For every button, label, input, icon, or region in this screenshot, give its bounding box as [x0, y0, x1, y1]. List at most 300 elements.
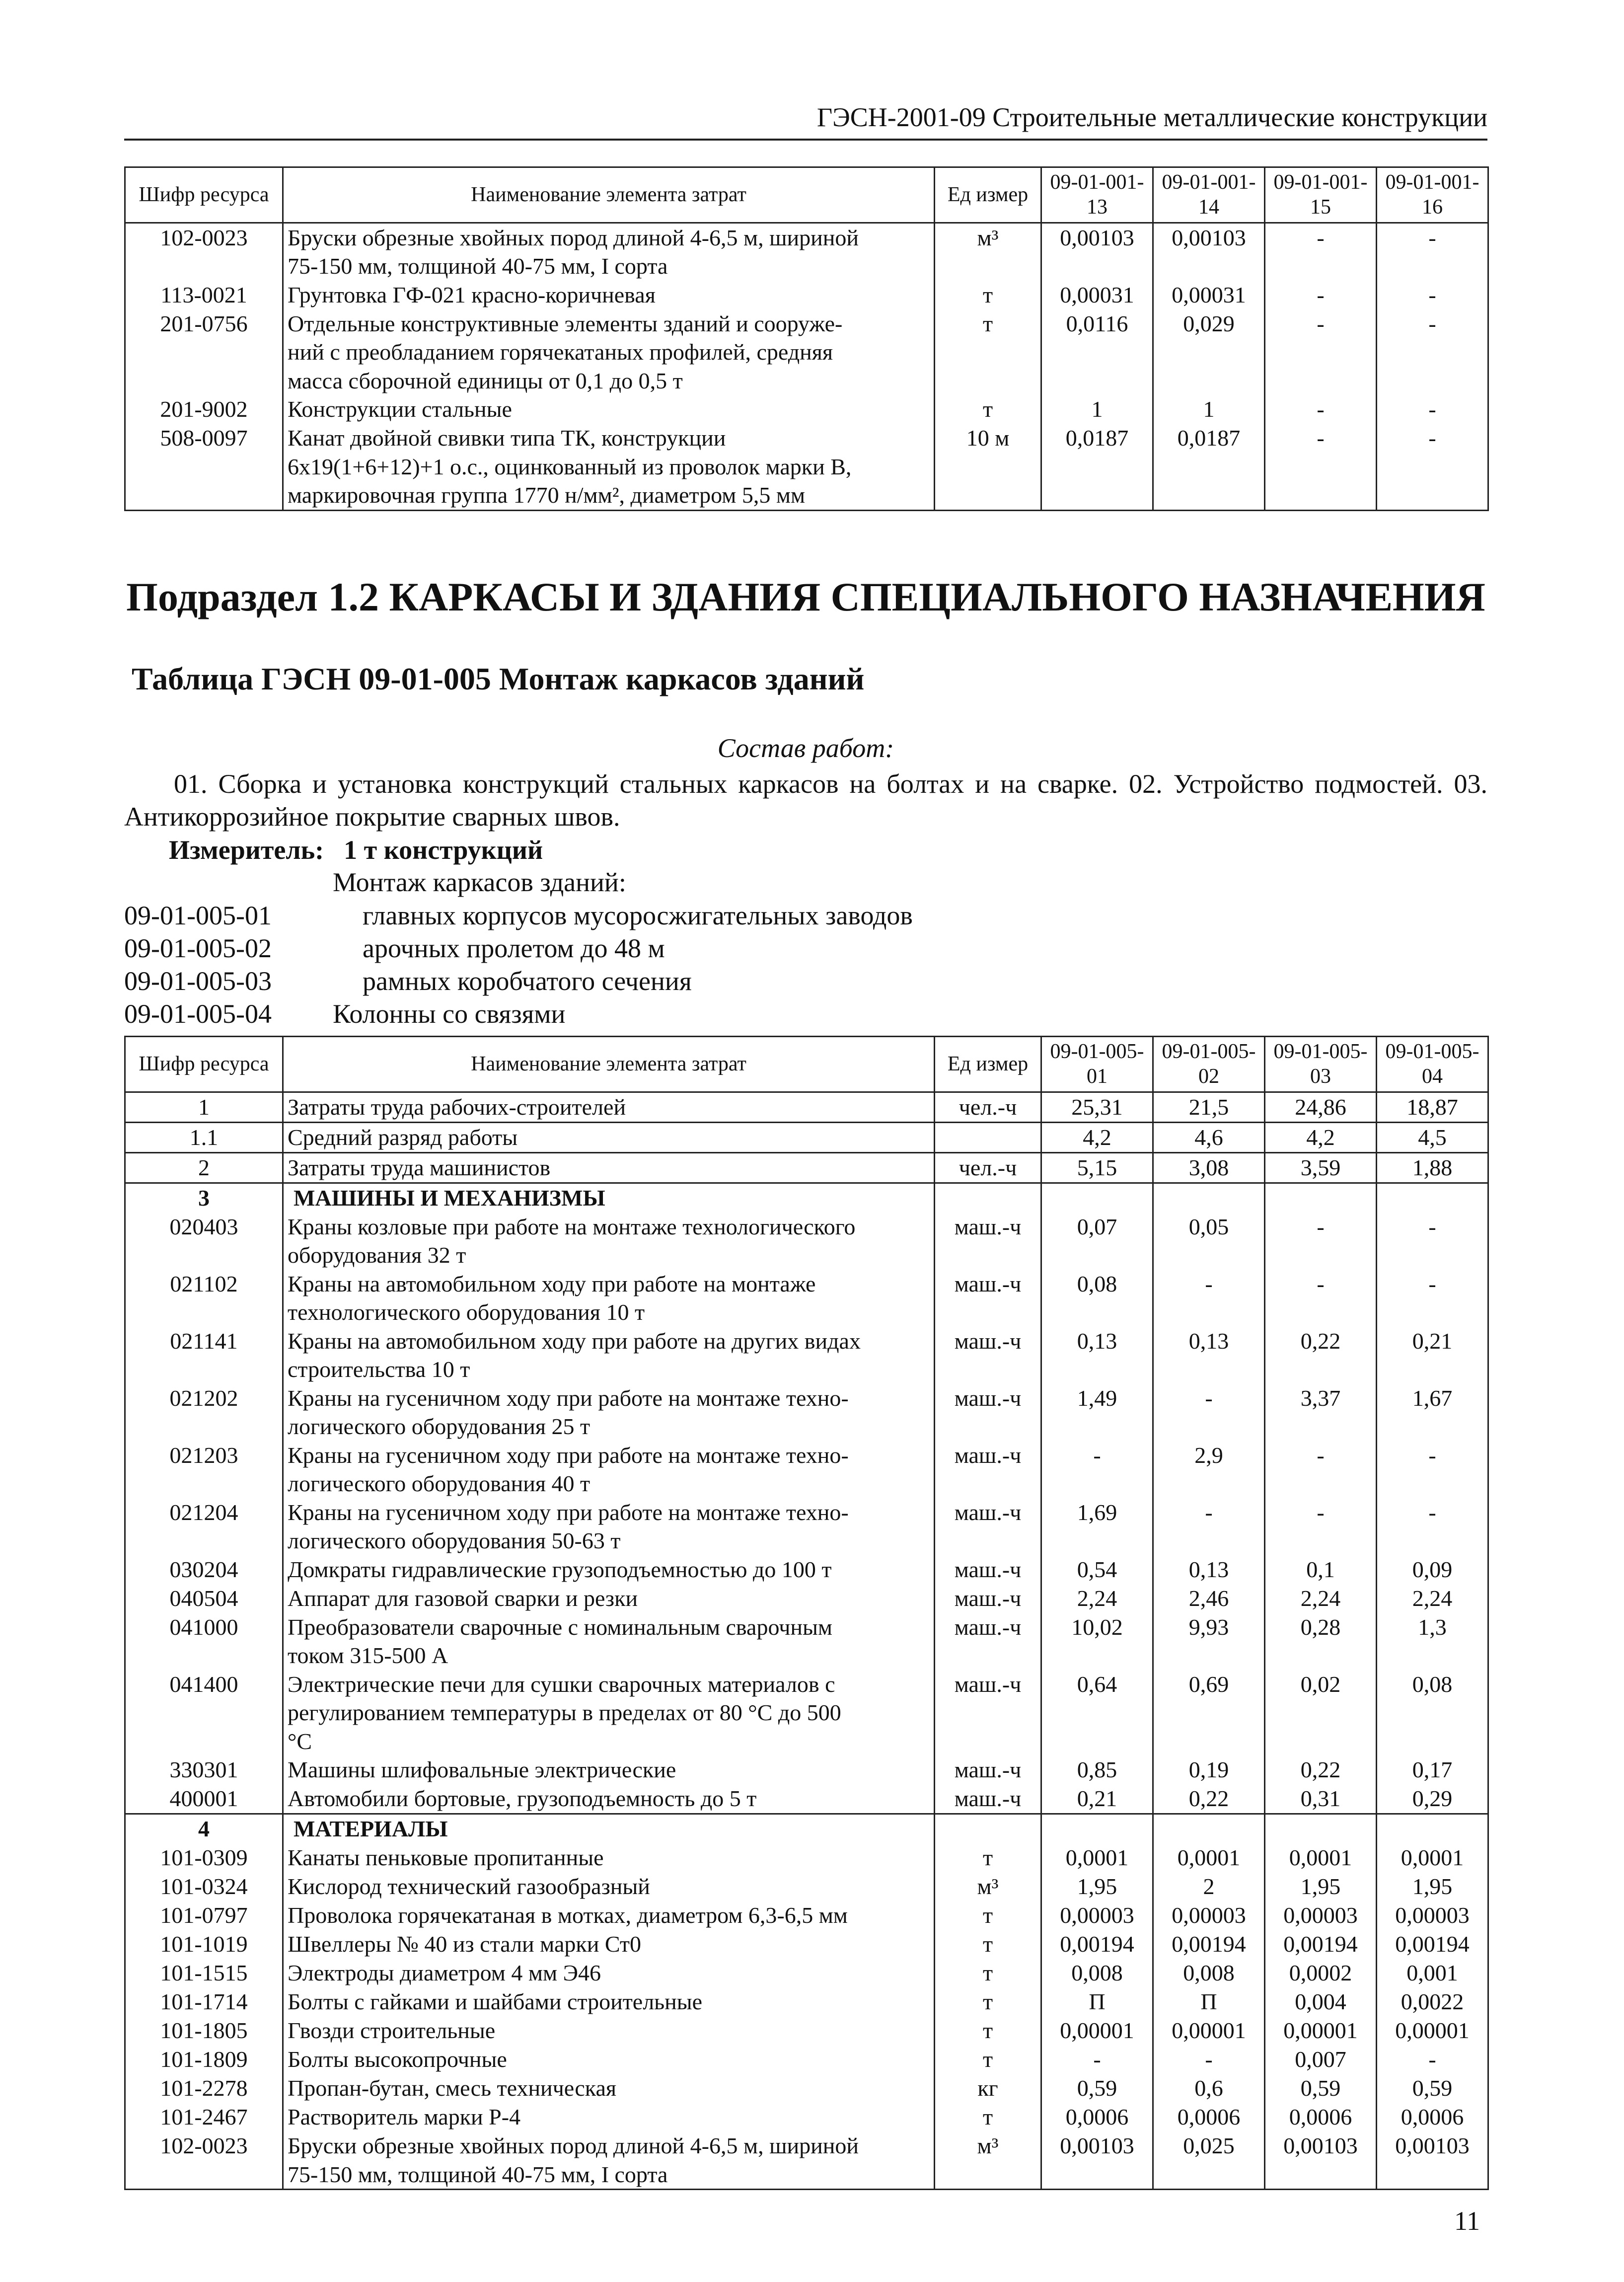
- table-row: [125, 1441, 1488, 1498]
- table-row: [125, 2103, 1488, 2131]
- table-row: [125, 1498, 1488, 1555]
- value-cell: 4,2: [1265, 1122, 1377, 1152]
- unit-cell: т: [935, 1987, 1041, 2016]
- variant-text: главных корпусов мусоросжигательных заводов: [363, 901, 913, 930]
- header-unit: Ед измер: [935, 167, 1041, 223]
- resource-code: 101-1714: [125, 1987, 283, 2016]
- value-cell: 0,00194: [1377, 1930, 1488, 1959]
- unit-cell: т: [935, 395, 1041, 424]
- value-cell: 0,17: [1377, 1755, 1488, 1784]
- resource-code: 330301: [125, 1755, 283, 1784]
- resource-code: 021141: [125, 1327, 283, 1384]
- value-cell: 0,029: [1153, 309, 1265, 395]
- value-cell: 0,0001: [1265, 1843, 1377, 1872]
- unit-cell: т: [935, 2016, 1041, 2045]
- table1-body: [125, 223, 1488, 510]
- value-cell: -: [1377, 1441, 1488, 1498]
- value-cell: 1,88: [1377, 1152, 1488, 1183]
- value-cell: 3,08: [1153, 1152, 1265, 1183]
- resource-code: 113-0021: [125, 281, 283, 309]
- header-code: Шифр ресурса: [125, 167, 283, 223]
- value-cell: 0,0002: [1265, 1959, 1377, 1987]
- resource-name: [283, 1872, 935, 1901]
- value-cell: 0,0187: [1041, 424, 1153, 510]
- table-row: [125, 2016, 1488, 2045]
- value-cell: 0,001: [1377, 1959, 1488, 1987]
- value-cell: 0,19: [1153, 1755, 1265, 1784]
- value-cell: 0,85: [1041, 1755, 1153, 1784]
- table-row: [125, 1613, 1488, 1670]
- resource-name-line: логического оборудования 25 т: [288, 1414, 591, 1440]
- unit-cell: маш.-ч: [935, 1584, 1041, 1613]
- value-cell: 0,02: [1265, 1670, 1377, 1756]
- value-cell: 0,004: [1265, 1987, 1377, 2016]
- table-row: [125, 1784, 1488, 1814]
- resource-name: [283, 2131, 935, 2190]
- resource-code: 1.1: [125, 1122, 283, 1152]
- resource-name-line: Бруски обрезные хвойных пород длиной 4-6,5 м, шириной: [288, 2133, 859, 2159]
- value-cell: -: [1041, 2045, 1153, 2074]
- resource-code: 021102: [125, 1270, 283, 1327]
- value-cell: 1,69: [1041, 1498, 1153, 1555]
- value-cell: 2: [1153, 1872, 1265, 1901]
- resource-name: [283, 1555, 935, 1584]
- resource-name: [283, 1843, 935, 1872]
- table-row: [125, 1814, 1488, 1844]
- resource-code: 201-0756: [125, 309, 283, 395]
- resource-code: 400001: [125, 1784, 283, 1814]
- resource-name-line: Отдельные конструктивные элементы зданий и сооруже-: [288, 310, 843, 336]
- resource-code: 021202: [125, 1384, 283, 1441]
- value-cell: 10,02: [1041, 1613, 1153, 1670]
- resource-name-line: Бруски обрезные хвойных пород длиной 4-6,5 м, шириной: [288, 225, 859, 250]
- header-name: Наименование элемента затрат: [283, 1037, 935, 1092]
- value-cell: -: [1153, 2045, 1265, 2074]
- value-cell: 0,22: [1153, 1784, 1265, 1814]
- resource-name-line: Преобразователи сварочные с номинальным сварочным: [288, 1614, 833, 1640]
- value-cell: [1265, 1814, 1377, 1844]
- value-cell: 0,22: [1265, 1327, 1377, 1384]
- value-cell: [1153, 1814, 1265, 1844]
- value-cell: 0,64: [1041, 1670, 1153, 1756]
- value-cell: 1: [1153, 395, 1265, 424]
- unit-cell: маш.-ч: [935, 1613, 1041, 1670]
- header-col-4: 09-01-005-04: [1377, 1037, 1488, 1092]
- unit-cell: маш.-ч: [935, 1441, 1041, 1498]
- unit-cell: чел.-ч: [935, 1092, 1041, 1122]
- value-cell: -: [1153, 1270, 1265, 1327]
- value-cell: П: [1041, 1987, 1153, 2016]
- resource-name-line: Домкраты гидравлические грузоподъемностью до 100 т: [288, 1556, 832, 1582]
- value-cell: 0,00003: [1265, 1901, 1377, 1930]
- value-cell: 0,00001: [1265, 2016, 1377, 2045]
- resource-name: [283, 309, 935, 395]
- value-cell: 0,00003: [1153, 1901, 1265, 1930]
- resource-name: [283, 1384, 935, 1441]
- resource-code: 508-0097: [125, 424, 283, 510]
- header-col-1: 09-01-005-01: [1041, 1037, 1153, 1092]
- value-cell: 18,87: [1377, 1092, 1488, 1122]
- resource-name-line: строительства 10 т: [288, 1357, 470, 1382]
- value-cell: 0,00001: [1377, 2016, 1488, 2045]
- resource-code: 041000: [125, 1613, 283, 1670]
- table-row: [125, 1270, 1488, 1327]
- value-cell: [1265, 1183, 1377, 1213]
- unit-cell: т: [935, 309, 1041, 395]
- value-cell: -: [1377, 223, 1488, 281]
- resource-name-line: Электроды диаметром 4 мм Э46: [288, 1960, 601, 1986]
- header-code: Шифр ресурса: [125, 1037, 283, 1092]
- resource-name: [283, 1987, 935, 2016]
- unit-cell: т: [935, 2103, 1041, 2131]
- value-cell: 25,31: [1041, 1092, 1153, 1122]
- value-cell: 0,00103: [1041, 223, 1153, 281]
- variants-title: Монтаж каркасов зданий:: [333, 867, 626, 897]
- resource-code: 2: [125, 1152, 283, 1183]
- table-row: [125, 2074, 1488, 2103]
- resource-name: [283, 395, 935, 424]
- value-cell: 24,86: [1265, 1092, 1377, 1122]
- value-cell: [1377, 1183, 1488, 1213]
- value-cell: [1377, 1814, 1488, 1844]
- unit-cell: м³: [935, 1872, 1041, 1901]
- resource-name-line: Затраты труда машинистов: [288, 1154, 551, 1180]
- unit-cell: т: [935, 1959, 1041, 1987]
- resource-code: 4: [125, 1814, 283, 1844]
- value-cell: -: [1377, 1498, 1488, 1555]
- value-cell: -: [1377, 309, 1488, 395]
- value-cell: 0,0001: [1041, 1843, 1153, 1872]
- table-row: [125, 1584, 1488, 1613]
- value-cell: 0,00194: [1153, 1930, 1265, 1959]
- resource-name: [283, 1930, 935, 1959]
- table-row: [125, 1384, 1488, 1441]
- variant-code: 09-01-005-03: [124, 966, 272, 996]
- resource-name-line: Швеллеры № 40 из стали марки Ст0: [288, 1931, 642, 1957]
- subsection-title: Подраздел 1.2 КАРКАСЫ И ЗДАНИЯ СПЕЦИАЛЬНОГО НАЗНАЧЕНИЯ: [126, 574, 1485, 619]
- unit-cell: м³: [935, 223, 1041, 281]
- unit-cell: т: [935, 281, 1041, 309]
- variant-code: 09-01-005-04: [124, 999, 272, 1029]
- table-title: Таблица ГЭСН 09-01-005 Монтаж каркасов зданий: [132, 661, 865, 696]
- resource-name: [283, 1213, 935, 1270]
- table-row: [125, 1213, 1488, 1270]
- value-cell: 0,0006: [1265, 2103, 1377, 2131]
- value-cell: 0,00103: [1153, 223, 1265, 281]
- resource-code: 201-9002: [125, 395, 283, 424]
- resource-table-09-01-005: [124, 1036, 1489, 2190]
- resource-code: 040504: [125, 1584, 283, 1613]
- resource-name: [283, 1092, 935, 1122]
- value-cell: 0,08: [1041, 1270, 1153, 1327]
- value-cell: -: [1265, 424, 1377, 510]
- table-row: [125, 1901, 1488, 1930]
- value-cell: 0,0022: [1377, 1987, 1488, 2016]
- value-cell: -: [1265, 1270, 1377, 1327]
- resource-name-line: Средний разряд работы: [288, 1124, 518, 1150]
- table-header-row: [125, 1037, 1488, 1092]
- resource-name-line: Канат двойной свивки типа ТК, конструкции: [288, 425, 726, 451]
- resource-name: [283, 1183, 935, 1213]
- resource-name-line: Электрические печи для сушки сварочных материалов с: [288, 1671, 835, 1697]
- value-cell: 0,59: [1265, 2074, 1377, 2103]
- resource-name-line: Краны на гусеничном ходу при работе на монтаже техно-: [288, 1385, 849, 1411]
- value-cell: 1,95: [1377, 1872, 1488, 1901]
- value-cell: 9,93: [1153, 1613, 1265, 1670]
- resource-name-line: 75-150 мм, толщиной 40-75 мм, I сорта: [288, 253, 668, 279]
- header-name: Наименование элемента затрат: [283, 167, 935, 223]
- resource-name-line: Болты с гайками и шайбами строительные: [288, 1989, 703, 2015]
- resource-name-line: маркировочная группа 1770 н/мм², диаметром 5,5 мм: [288, 482, 806, 508]
- resource-name-line: технологического оборудования 10 т: [288, 1299, 645, 1325]
- value-cell: [1041, 1814, 1153, 1844]
- value-cell: 0,05: [1153, 1213, 1265, 1270]
- resource-name-line: МАШИНЫ И МЕХАНИЗМЫ: [294, 1185, 605, 1211]
- table-row: [125, 1183, 1488, 1213]
- value-cell: 0,59: [1041, 2074, 1153, 2103]
- value-cell: 0,13: [1153, 1555, 1265, 1584]
- table-header-row: [125, 167, 1488, 223]
- header-col-1: 09-01-001-13: [1041, 167, 1153, 223]
- value-cell: 0,07: [1041, 1213, 1153, 1270]
- resource-name-line: Аппарат для газовой сварки и резки: [288, 1585, 638, 1611]
- table-row: [125, 395, 1488, 424]
- table-row: [125, 1092, 1488, 1122]
- table-row: [125, 1327, 1488, 1384]
- table-row: [125, 1152, 1488, 1183]
- value-cell: 0,0116: [1041, 309, 1153, 395]
- value-cell: -: [1153, 1384, 1265, 1441]
- value-cell: 0,0001: [1377, 1843, 1488, 1872]
- resource-name: [283, 1498, 935, 1555]
- resource-name-line: °С: [288, 1728, 312, 1754]
- resource-name-line: 75-150 мм, толщиной 40-75 мм, I сорта: [288, 2161, 668, 2187]
- resource-name-line: МАТЕРИАЛЫ: [294, 1816, 448, 1842]
- value-cell: 3,59: [1265, 1152, 1377, 1183]
- resource-name-line: регулированием температуры в пределах от 80 °С до 500: [288, 1700, 841, 1726]
- value-cell: 0,00103: [1265, 2131, 1377, 2190]
- header-col-4: 09-01-001-16: [1377, 167, 1488, 223]
- resource-name-line: Растворитель марки Р-4: [288, 2104, 521, 2130]
- value-cell: 1: [1041, 395, 1153, 424]
- header-unit: Ед измер: [935, 1037, 1041, 1092]
- value-cell: 0,00194: [1041, 1930, 1153, 1959]
- table-row: [125, 2131, 1488, 2190]
- resource-name-line: Затраты труда рабочих-строителей: [288, 1094, 626, 1120]
- resource-name-line: током 315-500 А: [288, 1643, 448, 1669]
- value-cell: 2,24: [1377, 1584, 1488, 1613]
- unit-cell: маш.-ч: [935, 1555, 1041, 1584]
- resource-code: 101-0309: [125, 1843, 283, 1872]
- measure-label: Измеритель:: [169, 835, 324, 865]
- table-row: [125, 1755, 1488, 1784]
- unit-cell: маш.-ч: [935, 1755, 1041, 1784]
- value-cell: 1,67: [1377, 1384, 1488, 1441]
- value-cell: 2,24: [1041, 1584, 1153, 1613]
- unit-cell: кг: [935, 2074, 1041, 2103]
- table-row: [125, 1122, 1488, 1152]
- table-row: [125, 1555, 1488, 1584]
- value-cell: 4,5: [1377, 1122, 1488, 1152]
- value-cell: 0,00031: [1041, 281, 1153, 309]
- resource-code: 101-1515: [125, 1959, 283, 1987]
- value-cell: 0,007: [1265, 2045, 1377, 2074]
- value-cell: 0,00031: [1153, 281, 1265, 309]
- resource-name-line: Гвозди строительные: [288, 2018, 496, 2044]
- table-row: [125, 1872, 1488, 1901]
- resource-name: [283, 1584, 935, 1613]
- resource-name: [283, 1270, 935, 1327]
- resource-code: 101-1809: [125, 2045, 283, 2074]
- resource-name-line: Проволока горячекатаная в мотках, диаметром 6,3-6,5 мм: [288, 1902, 848, 1928]
- value-cell: 0,00003: [1377, 1901, 1488, 1930]
- resource-code: 1: [125, 1092, 283, 1122]
- resource-name: [283, 1784, 935, 1814]
- unit-cell: маш.-ч: [935, 1384, 1041, 1441]
- value-cell: 0,54: [1041, 1555, 1153, 1584]
- table-row: [125, 1959, 1488, 1987]
- value-cell: -: [1377, 1213, 1488, 1270]
- value-cell: -: [1265, 1498, 1377, 1555]
- value-cell: 1,49: [1041, 1384, 1153, 1441]
- resource-name-line: 6х19(1+6+12)+1 о.с., оцинкованный из проволок марки В,: [288, 454, 852, 479]
- resource-code: 101-2467: [125, 2103, 283, 2131]
- page-header: ГЭСН-2001-09 Строительные металлические конструкции: [124, 102, 1487, 141]
- resource-code: 3: [125, 1183, 283, 1213]
- resource-name: [283, 2045, 935, 2074]
- value-cell: 0,29: [1377, 1784, 1488, 1814]
- value-cell: 3,37: [1265, 1384, 1377, 1441]
- resource-code: 020403: [125, 1213, 283, 1270]
- unit-cell: маш.-ч: [935, 1327, 1041, 1384]
- resource-name-line: Болты высокопрочные: [288, 2047, 507, 2072]
- resource-name: [283, 1152, 935, 1183]
- table-row: [125, 281, 1488, 309]
- value-cell: 0,0187: [1153, 424, 1265, 510]
- value-cell: 0,13: [1041, 1327, 1153, 1384]
- resource-code: 041400: [125, 1670, 283, 1756]
- value-cell: 1,95: [1041, 1872, 1153, 1901]
- value-cell: П: [1153, 1987, 1265, 2016]
- variant-text: арочных пролетом до 48 м: [363, 933, 665, 963]
- value-cell: 4,2: [1041, 1122, 1153, 1152]
- value-cell: 0,0006: [1377, 2103, 1488, 2131]
- value-cell: 2,24: [1265, 1584, 1377, 1613]
- value-cell: 0,13: [1153, 1327, 1265, 1384]
- value-cell: 0,59: [1377, 2074, 1488, 2103]
- header-col-2: 09-01-001-14: [1153, 167, 1265, 223]
- resource-name-line: Краны на автомобильном ходу при работе на других видах: [288, 1328, 861, 1354]
- resource-name-line: Грунтовка ГФ-021 красно-коричневая: [288, 282, 656, 307]
- resource-name-line: логического оборудования 50-63 т: [288, 1528, 621, 1554]
- value-cell: 1,3: [1377, 1613, 1488, 1670]
- value-cell: -: [1041, 1441, 1153, 1498]
- resource-name: [283, 1327, 935, 1384]
- unit-cell: т: [935, 2045, 1041, 2074]
- table-row: [125, 424, 1488, 510]
- value-cell: 0,1: [1265, 1555, 1377, 1584]
- value-cell: 0,21: [1377, 1327, 1488, 1384]
- resource-name-line: Краны на гусеничном ходу при работе на монтаже техно-: [288, 1499, 849, 1525]
- resource-name-line: логического оборудования 40 т: [288, 1471, 591, 1497]
- resource-name-line: Кислород технический газообразный: [288, 1874, 650, 1900]
- resource-code: 101-1805: [125, 2016, 283, 2045]
- unit-cell: маш.-ч: [935, 1498, 1041, 1555]
- resource-name: [283, 1901, 935, 1930]
- value-cell: 1,95: [1265, 1872, 1377, 1901]
- value-cell: 0,69: [1153, 1670, 1265, 1756]
- resource-code: 101-0324: [125, 1872, 283, 1901]
- resource-name: [283, 2074, 935, 2103]
- resource-name-line: ний с преобладанием горячекатаных профилей, средняя: [288, 339, 833, 365]
- resource-name-line: Канаты пеньковые пропитанные: [288, 1845, 604, 1871]
- value-cell: -: [1153, 1498, 1265, 1555]
- value-cell: [1041, 1183, 1153, 1213]
- value-cell: 0,22: [1265, 1755, 1377, 1784]
- value-cell: 0,0001: [1153, 1843, 1265, 1872]
- table-row: [125, 1987, 1488, 2016]
- value-cell: 2,46: [1153, 1584, 1265, 1613]
- resource-table-09-01-001: [124, 166, 1489, 511]
- resource-name-line: Краны на гусеничном ходу при работе на монтаже техно-: [288, 1442, 849, 1468]
- resource-name: [283, 2103, 935, 2131]
- table-row: [125, 1670, 1488, 1756]
- value-cell: 0,00001: [1153, 2016, 1265, 2045]
- resource-name: [283, 2016, 935, 2045]
- table-row: [125, 1930, 1488, 1959]
- unit-cell: чел.-ч: [935, 1152, 1041, 1183]
- variant-code: 09-01-005-02: [124, 933, 272, 963]
- value-cell: 0,00194: [1265, 1930, 1377, 1959]
- value-cell: 0,025: [1153, 2131, 1265, 2190]
- value-cell: -: [1265, 1213, 1377, 1270]
- unit-cell: маш.-ч: [935, 1670, 1041, 1756]
- unit-cell: 10 м: [935, 424, 1041, 510]
- value-cell: 0,21: [1041, 1784, 1153, 1814]
- unit-cell: [935, 1814, 1041, 1844]
- unit-cell: [935, 1122, 1041, 1152]
- table-row: [125, 223, 1488, 281]
- header-col-2: 09-01-005-02: [1153, 1037, 1265, 1092]
- resource-name-line: Конструкции стальные: [288, 396, 512, 422]
- resource-name: [283, 1441, 935, 1498]
- value-cell: 0,09: [1377, 1555, 1488, 1584]
- variant-text: Колонны со связями: [333, 999, 566, 1029]
- value-cell: 0,00103: [1041, 2131, 1153, 2190]
- value-cell: 0,6: [1153, 2074, 1265, 2103]
- resource-name: [283, 1613, 935, 1670]
- value-cell: 0,00103: [1377, 2131, 1488, 2190]
- resource-name: [283, 1670, 935, 1756]
- page-number: 11: [1454, 2206, 1480, 2236]
- value-cell: 2,9: [1153, 1441, 1265, 1498]
- composition-heading: Состав работ:: [717, 733, 894, 763]
- resource-code: 101-0797: [125, 1901, 283, 1930]
- value-cell: -: [1265, 1441, 1377, 1498]
- unit-cell: [935, 1183, 1041, 1213]
- unit-cell: маш.-ч: [935, 1213, 1041, 1270]
- resource-name: [283, 281, 935, 309]
- table-row: [125, 1843, 1488, 1872]
- unit-cell: т: [935, 1843, 1041, 1872]
- resource-code: 101-2278: [125, 2074, 283, 2103]
- value-cell: 5,15: [1041, 1152, 1153, 1183]
- resource-name: [283, 1755, 935, 1784]
- value-cell: -: [1265, 309, 1377, 395]
- resource-code: 021204: [125, 1498, 283, 1555]
- value-cell: 0,00003: [1041, 1901, 1153, 1930]
- value-cell: [1153, 1183, 1265, 1213]
